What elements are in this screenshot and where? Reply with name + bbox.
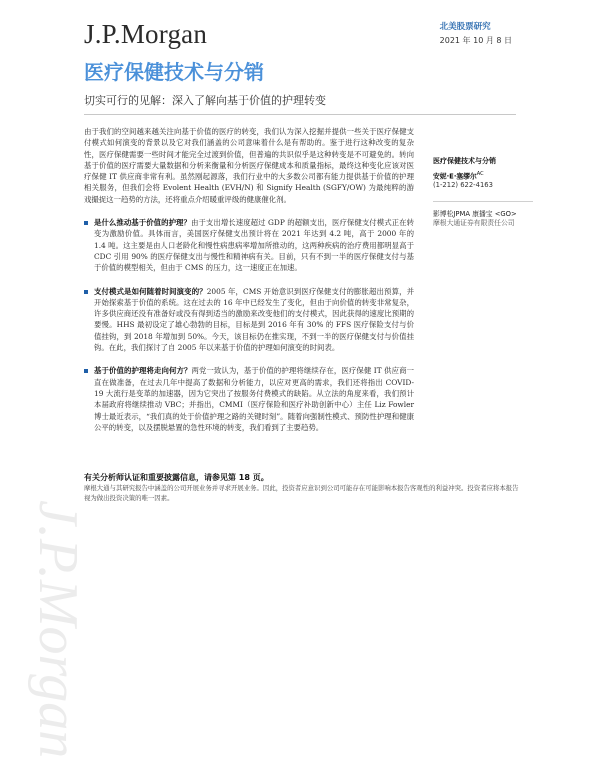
analyst-phone[interactable]: (1-212) 622-4163 <box>433 181 493 190</box>
key-points-list <box>84 217 414 433</box>
analyst-name <box>433 170 533 182</box>
bullet-text: 2005 年，CMS 开始意识到医疗保健支付的膨胀超出预算，并开始探索基于价值的系统。这在过去的 16 年中已经发生了变化，但由于向价值的转变非常复杂，许多供应商还没有准备好或没有得到适当的激励来改变他们的支付模式，因此获得的速度比预期的要慢。HHS 最初设定了雄心勃勃的目标，目标是到 2016 年有 30% 的 FFS 医疗保险支付与价值挂钩，到 2018 年增加到 50%。今天，该目标仍在推实现，不到一半的医疗保健支付与价值挂钩。在此，我们探讨了自 2005 年以来基于价值的护理如何演变的时间表。 <box>94 286 414 353</box>
sidebar-firm: 摩根大通证券有限责任公司 <box>433 219 515 228</box>
bullet-lead: 是什么推动基于价值的护理？ <box>94 218 191 228</box>
region-label: 北美股票研究 <box>439 22 491 32</box>
report-subtitle: 切实可行的见解：深入了解向基于价值的护理转变 <box>84 94 326 107</box>
jpmorgan-watermark <box>0 490 110 776</box>
watermark-logo-icon <box>0 490 110 776</box>
analyst-sidebar <box>433 157 533 229</box>
bullet-text: 两党一致认为，基于价值的护理将继续存在，医疗保健 IT 供应商一直在做准备，在过去几年中提高了数据和分析能力，以应对更高的需求，我们还将指出 COVID-19 大流行是变革的加速器，因为它突出了按服务付费模式的缺陷。从立法的角度来看，我们预计本届政府将继续推动 VBC；并指出，CMMI（医疗保险和医疗补助创新中心）主任 Liz Fowler 博士最近表示，“我们真的处于价值护理之路的关键时刻”。随着向强制性模式、预防性护理和健康公平的转变，以及摆脱悬置的急性环境的转变，我们看到了主要趋势。 <box>94 366 414 432</box>
bloomberg-line: 影博松JPMA 康播宝 <GO> <box>433 209 517 218</box>
bullet-square-icon <box>84 221 88 225</box>
sidebar-dept: 医疗保健技术与分销 <box>433 157 496 165</box>
report-date: 2021 年 10 月 8 日 <box>439 36 512 45</box>
jpmorgan-logo: J.P.Morgan <box>84 19 208 49</box>
analyst-name-text: 安妮·E·塞缪尔 <box>433 171 477 180</box>
intro-paragraph: 由于我们的空间越来越关注向基于价值的医疗的转变，我们认为深入挖掘并提供一些关于医疗保健支付模式如何演变的背景以及它对我们涵盖的公司意味着什么是有帮助的。鉴于进行这种改变的复杂性，医疗保健需要一些时间才能完全过渡到价值，但普遍的共识似乎是这种转变是不可避免的。转向基于价值的医疗需要大量数据和分析来衡量和分析医疗保健成本和质量指标，最终这种变化应该对医疗保健 IT 供应商非常有利。虽然刚起源落，我们行业中的大多数公司都有能力提供基于价值的护理相关服务，但我们会将 Evolent Health (EVH/N) 和 Signify Health (SGFY/OW) 为最纯粹的游戏撮捉这一趋势的方法，还将重点介绍暖重评级的健康催化剂。 <box>84 127 414 204</box>
analyst-cert-mark: AC <box>476 170 484 177</box>
main-body <box>84 126 414 445</box>
bullet-lead: 基于价值的护理将走向何方？ <box>94 366 192 376</box>
bullet-item <box>84 365 414 433</box>
bullet-item <box>84 217 414 273</box>
bullet-lead: 支付模式是如何随着时间演变的？ <box>94 286 207 296</box>
bullet-square-icon <box>84 369 88 373</box>
header-divider <box>84 114 516 115</box>
bullet-item <box>84 286 414 354</box>
report-meta <box>440 20 512 46</box>
disclosure-text: 摩根大通与其研究报告中涵盖的公司开展业务并寻求开展业务。因此，投资者应意识到公司可能存在可能影响本报告客观性的利益冲突。投资者应将本报告视为做出投资决策的唯一因素。 <box>84 484 519 502</box>
report-title: 医疗保健技术与分销 <box>84 60 264 84</box>
disclosure-title[interactable]: 有关分析师认证和重要披露信息，请参见第 18 页。 <box>84 473 269 482</box>
bullet-square-icon <box>84 290 88 294</box>
bullet-text: 由于支出增长速度超过 GDP 的超额支出，医疗保健支付模式正在转变为激励价值。具体而言，美国医疗保健支出预计将在 2021 年达到 4.2 吨，高于 2000 年的 1.4 吨。这主要是由人口老龄化和慢性病患病率增加所推动的，这两种疾病的治疗费用都明显高于 CDC 引用 90% 的医疗保健支出与慢性和精神病有关。目前，只有不到一半的医疗保健支付与基于价值的模型相关，但由于 CMS 的压力，这一速度正在加速。 <box>94 218 414 273</box>
sidebar-divider <box>433 201 533 202</box>
watermark-text: J.P.Morgan <box>27 500 89 759</box>
